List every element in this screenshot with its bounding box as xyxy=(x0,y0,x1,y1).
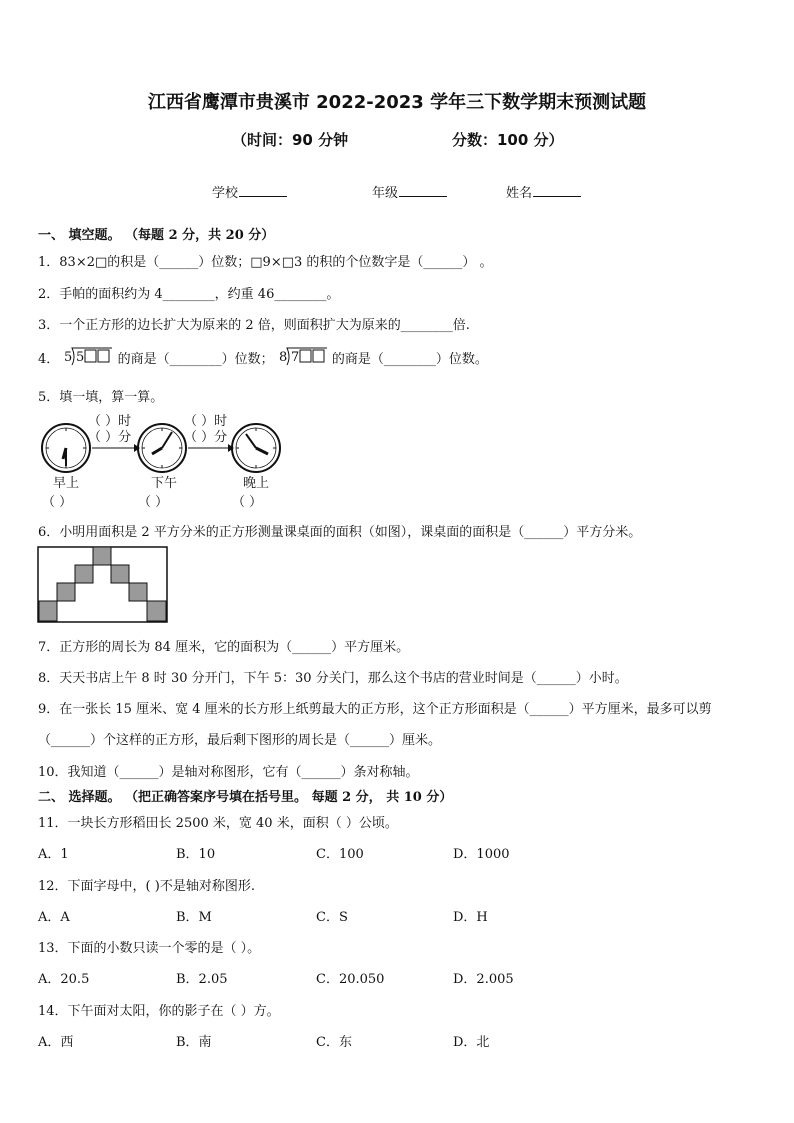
name-field xyxy=(506,182,581,201)
long-division-1 xyxy=(63,346,113,368)
clock-morning xyxy=(42,424,90,472)
q11-option-b: B．10 xyxy=(176,847,216,862)
digit-box xyxy=(85,350,96,362)
section1-heading: 一、 填空题。 （每题 2 分，共 20 分） xyxy=(38,228,275,243)
q12-option-d: D．H xyxy=(453,910,488,925)
question-10: 10．我知道（______）是轴对称图形，它有（______）条对称轴。 xyxy=(38,765,419,780)
q14-option-a: A．西 xyxy=(38,1035,74,1050)
q11-option-c: C．100 xyxy=(316,847,364,862)
q12-option-b: B．M xyxy=(176,910,212,925)
digit-box xyxy=(313,350,324,362)
label-afternoon: 下午 xyxy=(150,476,177,491)
question-14: 14．下午面对太阳，你的影子在（ ）方。 xyxy=(38,1004,280,1019)
q11-option-a: A．1 xyxy=(38,847,69,862)
question-1: 1．83×2□的积是（______）位数；□9×□3 的积的个位数字是（______） 。 xyxy=(38,255,493,270)
exam-time: （时间：90 分钟 xyxy=(232,131,349,149)
q13-option-a: A．20.5 xyxy=(38,972,90,987)
school-label: 学校 xyxy=(212,186,239,201)
question-11: 11．一块长方形稻田长 2500 米，宽 40 米，面积（ ）公顷。 xyxy=(38,816,398,831)
q13-option-c: C．20.050 xyxy=(316,972,385,987)
q12-option-c: C．S xyxy=(316,910,348,925)
digit-box xyxy=(98,350,109,362)
interval-2-hour: （ ）时 xyxy=(184,414,228,429)
interval-1-minute: （ ）分 xyxy=(88,430,132,445)
long-division-1-figure xyxy=(63,346,113,368)
clock-afternoon xyxy=(138,424,186,472)
question-13: 13．下面的小数只读一个零的是（ ）。 xyxy=(38,941,261,956)
q11-option-d: D．1000 xyxy=(453,847,510,862)
digit-box xyxy=(300,350,311,362)
question-5: 5．填一填，算一算。 xyxy=(38,390,164,405)
q14-option-b: B．南 xyxy=(176,1035,212,1050)
q13-option-b: B．2.05 xyxy=(176,972,228,987)
label-morning: 早上 xyxy=(52,476,79,491)
label-evening: 晚上 xyxy=(242,476,269,491)
question-3: 3．一个正方形的边长扩大为原来的 2 倍，则面积扩大为原来的________倍. xyxy=(38,318,470,333)
long-division-2-dividend: 7 xyxy=(290,350,299,365)
desk-tiling-figure xyxy=(37,546,169,624)
question-2: 2．手帕的面积约为 4________，约重 46________。 xyxy=(38,287,340,302)
q14-option-c: C．东 xyxy=(316,1035,352,1050)
interval-2-blanks xyxy=(184,414,227,446)
interval-1-hour: （ ）时 xyxy=(88,414,132,429)
grade-field xyxy=(372,182,447,201)
long-division-1-divisor: 5 xyxy=(64,350,73,365)
blank-evening: （ ） xyxy=(232,495,263,510)
blank-morning: （ ） xyxy=(42,495,73,510)
long-division-1-dividend: 5 xyxy=(76,350,85,365)
question-4-number: 4． xyxy=(38,352,60,367)
grade-label: 年级 xyxy=(372,186,399,201)
question-9-line-2: （______）个这样的正方形，最后剩下图形的周长是（______）厘米。 xyxy=(38,733,442,748)
question-4 xyxy=(38,346,488,368)
exam-score: 分数：100 分） xyxy=(452,131,564,149)
q14-option-d: D．北 xyxy=(453,1035,490,1050)
blank-afternoon: （ ） xyxy=(138,495,169,510)
question-4-middle: 的商是（________）位数； xyxy=(117,352,274,367)
long-division-2-divisor: 8 xyxy=(278,350,287,365)
name-blank xyxy=(533,184,581,197)
q13-option-d: D．2.005 xyxy=(453,972,514,987)
long-division-2 xyxy=(278,346,328,368)
school-blank xyxy=(239,184,287,197)
interval-1-blanks xyxy=(88,414,131,446)
grade-blank xyxy=(399,184,447,197)
name-label: 姓名 xyxy=(506,186,533,201)
clock-evening xyxy=(232,424,280,472)
exam-title: 江西省鹰潭市贵溪市 2022-2023 学年三下数学期末预测试题 xyxy=(147,92,647,113)
question-7: 7．正方形的周长为 84 厘米，它的面积为（______）平方厘米。 xyxy=(38,640,410,655)
interval-2-minute: （ ）分 xyxy=(184,430,228,445)
q12-option-a: A．A xyxy=(38,910,70,925)
question-9-line-1: 9．在一张长 15 厘米、宽 4 厘米的长方形上纸剪最大的正方形，这个正方形面积是（______）平方厘米，最多可以剪 xyxy=(38,702,712,717)
question-4-end: 的商是（________）位数。 xyxy=(331,352,488,367)
school-field xyxy=(212,182,287,201)
question-12: 12．下面字母中，( )不是轴对称图形. xyxy=(38,879,255,894)
section2-heading: 二、 选择题。 （把正确答案序号填在括号里。 每题 2 分， 共 10 分） xyxy=(38,790,453,805)
question-6: 6．小明用面积是 2 平方分米的正方形测量课桌面的面积（如图），课桌面的面积是（______）平方分米。 xyxy=(38,525,642,540)
long-division-2-figure xyxy=(278,346,328,368)
question-8: 8．天天书店上午 8 时 30 分开门，下午 5：30 分关门，那么这个书店的营业时间是（______）小时。 xyxy=(38,671,628,686)
